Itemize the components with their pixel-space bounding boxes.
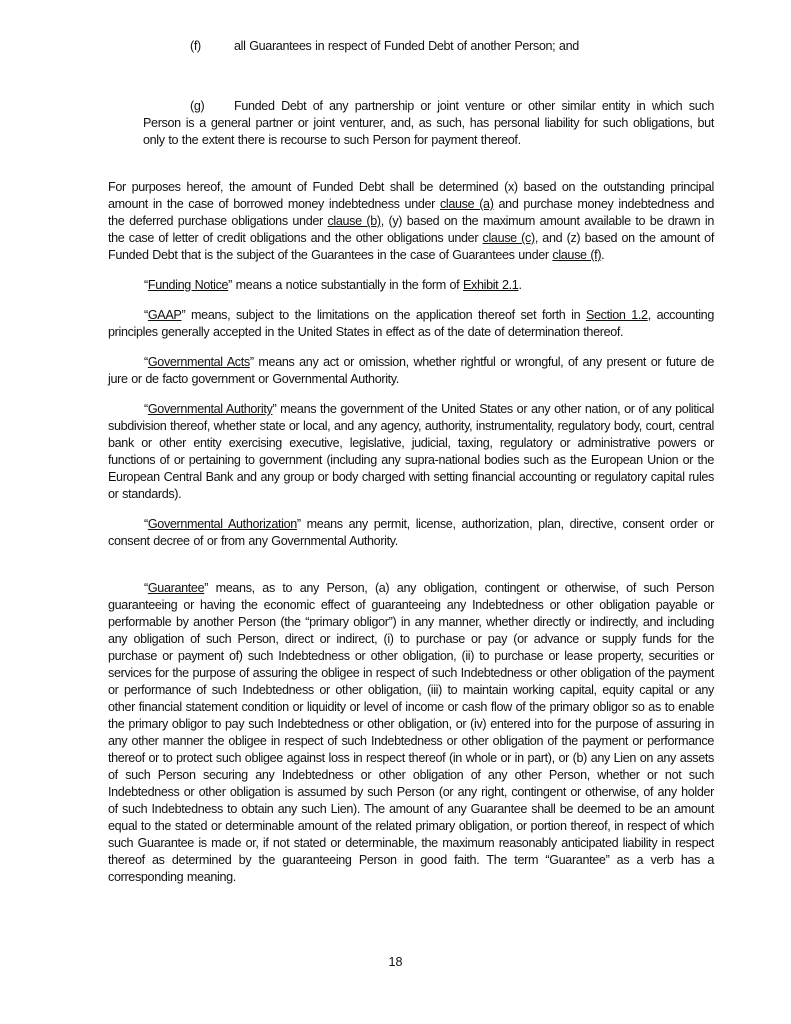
- text: ” means the government of the United States or any other nation, or of any political subdivision thereof, whether state or local, and any agency, authority, instrumentality, regulatory body, court, central bank or other entity exercising executive, legislative, judicial, taxing, regulatory or administrative powers or functions of or pertaining to government (including any supra-national bodies such as the European Union or the European Central Bank and any group or body charged with setting financial accounting or regulatory capital rules or standards).: [108, 402, 714, 501]
- definition-governmental-authority: [108, 401, 714, 503]
- definition-governmental-authorization: [108, 516, 714, 550]
- text: , and (z) based on the amount of Funded Debt that is the subject of the Guarantees in the case of Guarantees under: [108, 231, 714, 262]
- section-link: Section 1.2: [585, 308, 648, 322]
- clause-b-link: clause (b): [327, 214, 381, 228]
- exhibit-link: Exhibit 2.1: [462, 278, 519, 292]
- text: , accounting principles generally accepted in the United States in effect as of the date of determination thereof.: [108, 308, 714, 339]
- quote: “: [144, 581, 148, 595]
- defined-term: Funding Notice: [147, 278, 229, 292]
- page-number: 18: [388, 955, 403, 969]
- text: .: [601, 248, 605, 262]
- defined-term: Governmental Authority: [147, 402, 273, 416]
- definition-guarantee: [108, 580, 714, 886]
- text: ” means, subject to the limitations on the application thereof set forth in: [181, 308, 586, 322]
- clause-f: [190, 38, 714, 55]
- quote: “: [144, 355, 148, 369]
- definition-gaap: [108, 307, 714, 341]
- text: .: [518, 278, 522, 292]
- text: , (y) based on the maximum amount available to be drawn in the case of letter of credit obligations and the other obligations under: [108, 214, 715, 245]
- clause-f-link: clause (f): [552, 248, 602, 262]
- defined-term: GAAP: [147, 308, 182, 322]
- purposes-paragraph: [108, 179, 714, 264]
- text: ” means any permit, license, authorization, plan, directive, consent order or consent decree of or from any Governmental Authority.: [108, 517, 714, 548]
- quote: “: [144, 517, 148, 531]
- document-page: [108, 38, 714, 899]
- text: For purposes hereof, the amount of Funded Debt shall be determined (x) based on the outstanding principal amount in the case of borrowed money indebtedness under: [108, 180, 714, 211]
- clause-text: all Guarantees in respect of Funded Debt of another Person; and: [234, 39, 579, 53]
- clause-text: Funded Debt of any partnership or joint venture or other similar entity in which such Person is a general partner or joint venturer, and, as such, has personal liability for such obligations, but only to the extent there is recourse to such Person for payment thereof.: [143, 99, 714, 147]
- quote: “: [144, 278, 148, 292]
- clause-c-link: clause (c): [482, 231, 535, 245]
- quote: “: [144, 308, 148, 322]
- text: ” means a notice substantially in the form of: [228, 278, 463, 292]
- clause-g: [143, 98, 714, 149]
- text: and purchase money indebtedness and the deferred purchase obligations under: [108, 197, 715, 228]
- defined-term: Governmental Acts: [147, 355, 250, 369]
- text: ” means, as to any Person, (a) any obligation, contingent or otherwise, of such Person guaranteeing or having the economic effect of guaranteeing any Indebtedness or other obligation payable or performable by another Person (the “primary obligor”) in any manner, whether directly or indirectly, and including any obligation of such Person, direct or indirect, (i) to purchase or pay (or advance or supply funds for the purchase or payment of) such Indebtedness or other obligation, (ii) to purchase or lease property, securities or services for the purpose of assuring the obligee in respect of such Indebtedness or other obligation of the payment or performance of such Indebtedness or other obligation, (iii) to maintain working capital, equity capital or any other financial statement condition or liquidity or level of income or cash flow of the primary obligor so as to enable the primary obligor to pay such Indebtedness or other obligation, or (iv) entered into for the purpose of assuring in any other manner the obligee in respect of such Indebtedness or other obligation of the payment or performance thereof or to protect such obligee against loss in respect thereof (in whole or in part), or (b) any Lien on any assets of such Person securing any Indebtedness or other obligation of any other Person, whether or not such Indebtedness or other obligation is assumed by such Person (or any right, contingent or otherwise, of any holder of such Indebtedness to obtain any such Lien). The amount of any Guarantee shall be deemed to be an amount equal to the stated or determinable amount of the related primary obligation, or portion thereof, in respect of which such Guarantee is made or, if not stated or determinable, the maximum reasonably anticipated liability in respect thereof as determined by the guaranteeing Person in good faith. The term “Guarantee” as a verb has a corresponding meaning.: [108, 581, 714, 884]
- quote: “: [144, 402, 148, 416]
- defined-term: Guarantee: [147, 581, 205, 595]
- text: ” means any act or omission, whether rightful or wrongful, of any present or future de jure or de facto government or Governmental Authority.: [108, 355, 715, 386]
- definition-governmental-acts: [108, 354, 714, 388]
- definition-funding-notice: [108, 277, 714, 294]
- clause-label: (g): [190, 99, 205, 113]
- clause-a-link: clause (a): [439, 197, 494, 211]
- defined-term: Governmental Authorization: [147, 517, 297, 531]
- clause-label: (f): [190, 39, 201, 53]
